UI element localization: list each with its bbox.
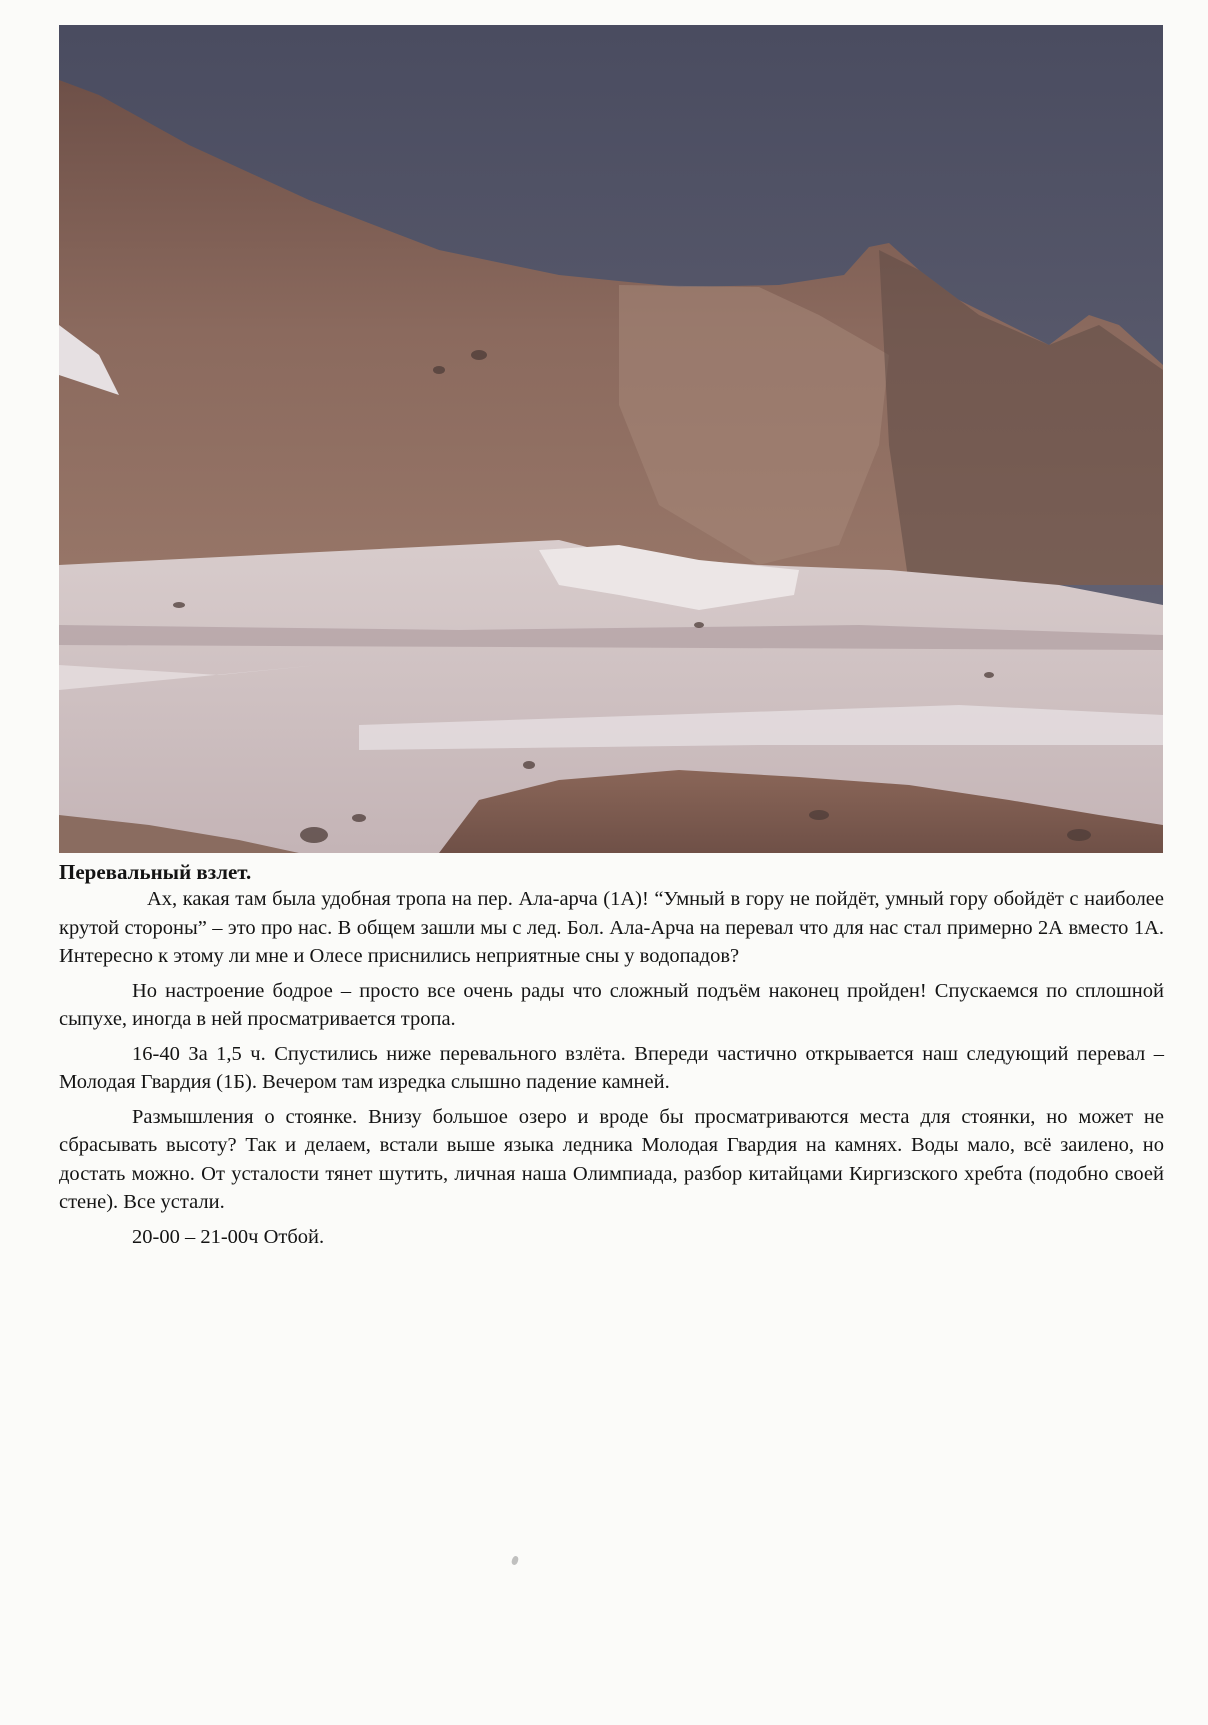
paragraph: 16-40 За 1,5 ч. Спустились ниже перевального взлёта. Впереди частично открывается наш следующий перевал – Молодая Гвардия (1Б). Вечером там изредка слышно падение камней. (59, 1042, 1164, 1093)
paragraph: 20-00 – 21-00ч Отбой. (132, 1225, 325, 1248)
paragraph: Ах, какая там была удобная тропа на пер. Ала-арча (1А)! “Умный в гору не пойдёт, умный гору обойдёт с наиболее крутой стороны” – это про нас. В общем зашли мы с лед. Бол. Ала-Арча на перевал что для нас стал примерно 2А вместо 1А. Интересно к этому ли мне и Олесе приснились неприятные сны у водопадов? (59, 888, 1164, 967)
photo-caption: Перевальный взлет. (59, 860, 252, 884)
diary-text (59, 885, 1164, 1257)
scan-speck (511, 1555, 520, 1566)
paragraph: Размышления о стоянке. Внизу большое озеро и вроде бы просматриваются места для стоянки, но может не сбрасывать высоту? Так и делаем, встали выше языка ледника Молодая Гвардия на камнях. Воды мало, всё заилено, но достать можно. От усталости тянет шутить, личная наша Олимпиада, разбор китайцами Киргизского хребта (подобно своей стене). Все устали. (59, 1105, 1164, 1213)
paragraph: Но настроение бодрое – просто все очень рады что сложный подъём наконец пройден! Спускаемся по сплошной сыпухе, иногда в ней просматривается тропа. (59, 979, 1164, 1030)
mountain-pass-photo (59, 25, 1163, 853)
